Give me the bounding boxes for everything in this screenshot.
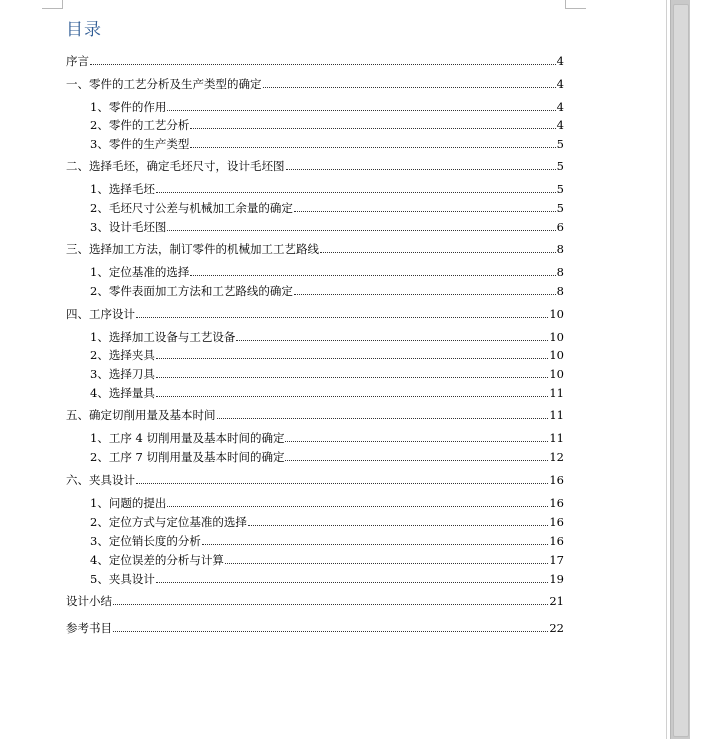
dot-leader [156, 192, 556, 193]
toc-entry-title: 1、工序 4 切削用量及基本时间的确定 [90, 431, 285, 445]
toc-entry[interactable] [90, 532, 564, 548]
toc-entry-page-number: 5 [556, 182, 564, 196]
toc-entry-title: 2、毛坯尺寸公差与机械加工余量的确定 [90, 201, 293, 215]
toc-entry-page-number: 16 [549, 534, 564, 548]
toc-entry-page-number: 5 [556, 159, 564, 173]
toc-entry-page-number: 22 [549, 621, 564, 635]
toc-entry-page-number: 11 [549, 408, 564, 422]
toc-entry-title: 4、定位误差的分析与计算 [90, 553, 224, 567]
toc-entry[interactable] [66, 592, 564, 608]
toc-entry[interactable] [66, 471, 564, 487]
toc-entry[interactable] [90, 282, 564, 298]
toc-entry-page-number: 21 [549, 594, 564, 608]
vertical-scrollbar[interactable] [670, 0, 691, 739]
toc-entry-page-number: 5 [556, 137, 564, 151]
toc-entry-page-number: 8 [556, 284, 564, 298]
toc-entry-title: 5、夹具设计 [90, 572, 155, 586]
toc-entry-title: 2、零件的工艺分析 [90, 118, 190, 132]
toc-entry-title: 四、工序设计 [66, 307, 135, 321]
dot-leader [202, 544, 549, 545]
toc-entry[interactable] [66, 157, 564, 173]
dot-leader [136, 483, 548, 484]
dot-leader [263, 87, 556, 88]
toc-entry[interactable] [66, 240, 564, 256]
toc-entry[interactable] [90, 346, 564, 362]
toc-entry-title: 五、确定切削用量及基本时间 [66, 408, 216, 422]
toc-entry-page-number: 16 [549, 473, 564, 487]
dot-leader [167, 110, 555, 111]
dot-leader [156, 377, 549, 378]
dot-leader [190, 128, 555, 129]
toc-entry-title: 序言 [66, 54, 89, 68]
toc-entry-page-number: 12 [549, 450, 564, 464]
toc-entry-title: 二、选择毛坯，确定毛坯尺寸，设计毛坯图 [66, 159, 285, 173]
toc-entry-title: 1、零件的作用 [90, 100, 167, 114]
dot-leader [294, 294, 556, 295]
toc-entry[interactable] [66, 305, 564, 321]
dot-leader [156, 582, 549, 583]
dot-leader [294, 211, 556, 212]
dot-leader [217, 418, 549, 419]
dot-leader [320, 252, 556, 253]
toc-entry[interactable] [90, 135, 564, 151]
dot-leader [156, 358, 549, 359]
toc-entry-title: 2、工序 7 切削用量及基本时间的确定 [90, 450, 285, 464]
toc-entry-title: 3、选择刀具 [90, 367, 155, 381]
dot-leader [156, 396, 549, 397]
dot-leader [286, 169, 556, 170]
toc-entry[interactable] [90, 551, 564, 567]
toc-entry-title: 1、问题的提出 [90, 496, 167, 510]
toc-entry-title: 六、夹具设计 [66, 473, 135, 487]
toc-entry-title: 设计小结 [66, 594, 112, 608]
toc-entry-page-number: 10 [549, 367, 564, 381]
dot-leader [190, 147, 555, 148]
toc-entry-title: 2、零件表面加工方法和工艺路线的确定 [90, 284, 293, 298]
dot-leader [285, 441, 548, 442]
dot-leader [248, 525, 549, 526]
toc-entry[interactable] [90, 365, 564, 381]
toc-entry-page-number: 8 [556, 265, 564, 279]
toc-entry-title: 4、选择量具 [90, 386, 155, 400]
dot-leader [190, 275, 555, 276]
toc-entry-page-number: 10 [549, 348, 564, 362]
toc-entry[interactable] [66, 406, 564, 422]
dot-leader [136, 317, 548, 318]
toc-entry-title: 3、零件的生产类型 [90, 137, 190, 151]
toc-entry-title: 一、零件的工艺分析及生产类型的确定 [66, 77, 262, 91]
dot-leader [113, 631, 548, 632]
toc-entry[interactable] [90, 384, 564, 400]
dot-leader [167, 230, 555, 231]
toc-entry-page-number: 17 [549, 553, 564, 567]
dot-leader [90, 64, 556, 65]
window-edge [690, 0, 722, 739]
toc-entry-page-number: 4 [556, 100, 564, 114]
toc-entry-page-number: 4 [556, 118, 564, 132]
toc-entry-title: 1、选择毛坯 [90, 182, 155, 196]
toc-entry-page-number: 10 [549, 330, 564, 344]
toc-entry[interactable] [90, 494, 564, 510]
toc-heading: 目录 [66, 20, 102, 40]
toc-entry[interactable] [90, 180, 564, 196]
toc-entry-page-number: 6 [556, 220, 564, 234]
scrollbar-thumb[interactable] [673, 4, 689, 737]
margin-corner-mark-left [42, 0, 63, 9]
toc-entry-title: 三、选择加工方法，制订零件的机械加工工艺路线 [66, 242, 319, 256]
toc-entry-page-number: 16 [549, 496, 564, 510]
toc-entry-page-number: 4 [556, 54, 564, 68]
toc-entry-title: 2、选择夹具 [90, 348, 155, 362]
toc-entry-page-number: 16 [549, 515, 564, 529]
margin-corner-mark-right [565, 0, 586, 9]
toc-entry-title: 1、选择加工设备与工艺设备 [90, 330, 236, 344]
toc-entry-page-number: 11 [549, 431, 564, 445]
dot-leader [167, 506, 548, 507]
toc-entry[interactable] [90, 263, 564, 279]
toc-entry-title: 参考书目 [66, 621, 112, 635]
toc-entry-page-number: 4 [556, 77, 564, 91]
toc-entry-title: 1、定位基准的选择 [90, 265, 190, 279]
toc-entry-page-number: 8 [556, 242, 564, 256]
toc-entry-page-number: 5 [556, 201, 564, 215]
toc-entry[interactable] [90, 328, 564, 344]
toc-entry-title: 3、定位销长度的分析 [90, 534, 201, 548]
toc-entry[interactable] [90, 513, 564, 529]
toc-entry[interactable] [66, 75, 564, 91]
toc-entry[interactable] [90, 116, 564, 132]
toc-entry[interactable] [90, 199, 564, 215]
toc-entry-page-number: 10 [549, 307, 564, 321]
toc-entry[interactable] [90, 98, 564, 114]
toc-entry-page-number: 19 [549, 572, 564, 586]
toc-entry[interactable] [90, 448, 564, 464]
toc-entry-page-number: 11 [549, 386, 564, 400]
toc-entry[interactable] [90, 570, 564, 586]
toc-entry[interactable] [66, 52, 564, 68]
dot-leader [113, 604, 548, 605]
toc-entry-title: 2、定位方式与定位基准的选择 [90, 515, 247, 529]
dot-leader [285, 460, 548, 461]
toc-entry[interactable] [90, 429, 564, 445]
dot-leader [236, 340, 548, 341]
toc-entry[interactable] [66, 619, 564, 635]
dot-leader [225, 563, 549, 564]
toc-entry[interactable] [90, 218, 564, 234]
toc-entry-title: 3、设计毛坯图 [90, 220, 167, 234]
